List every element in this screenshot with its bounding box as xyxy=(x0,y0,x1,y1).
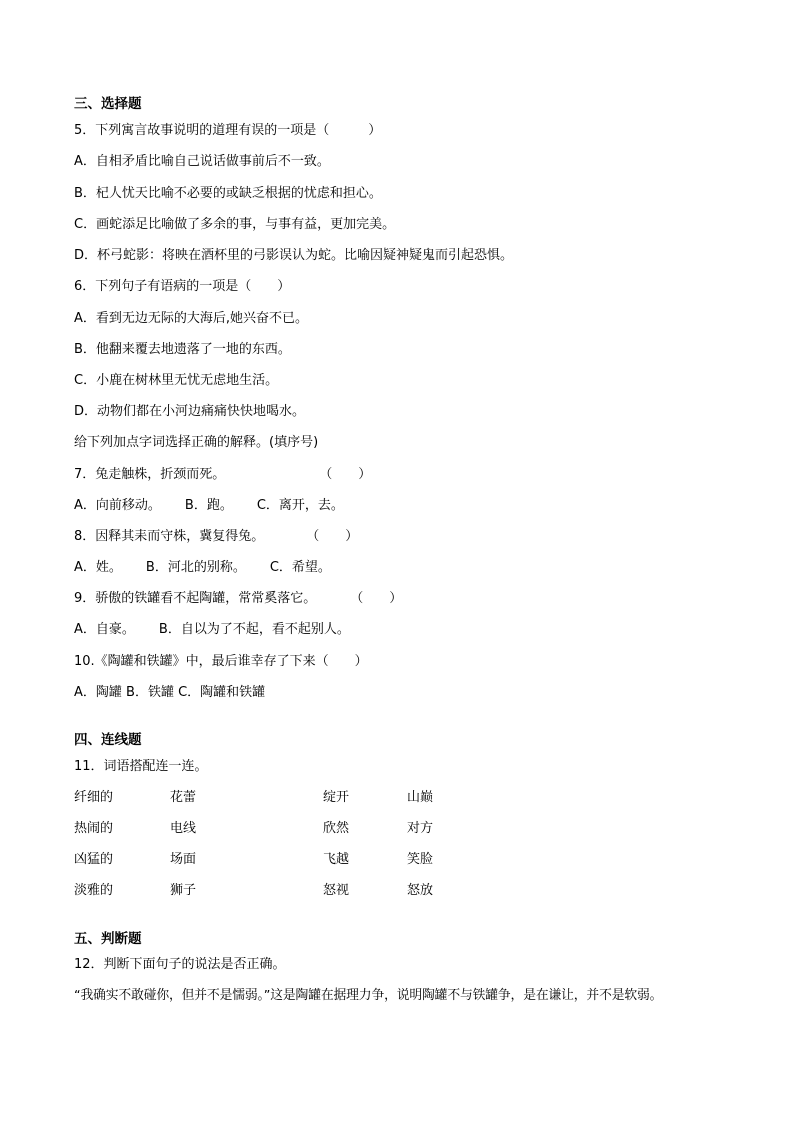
q7-blank[interactable]: （ ） xyxy=(319,467,372,482)
match-third-word[interactable]: 飞越 xyxy=(323,852,350,867)
q9-options xyxy=(74,621,350,639)
match-left-word[interactable]: 热闹的 xyxy=(74,821,114,836)
section3-heading: 三、选择题 xyxy=(74,96,142,112)
q8-option-b: B．河北的别称。 xyxy=(145,560,246,575)
section4-heading: 四、连线题 xyxy=(74,732,142,748)
match-mid-word[interactable]: 场面 xyxy=(170,852,197,867)
q7-option-a: A．向前移动。 xyxy=(74,498,161,513)
q8-option-c: C．希望。 xyxy=(269,560,331,575)
q5-option-c: C．画蛇添足比喻做了多余的事，与事有益，更加完美。 xyxy=(74,217,396,232)
match-left-word[interactable]: 纤细的 xyxy=(74,790,114,805)
q7-option-b: B．跑。 xyxy=(184,498,233,513)
q8-line xyxy=(74,528,358,546)
section5-heading: 五、判断题 xyxy=(74,931,142,947)
q6-option-a: A．看到无边无际的大海后,她兴奋不已。 xyxy=(74,311,309,326)
match-mid-word[interactable]: 电线 xyxy=(170,821,197,836)
match-right-word[interactable]: 笑脸 xyxy=(407,852,434,867)
q8-blank[interactable]: （ ） xyxy=(306,529,359,544)
match-third-word[interactable]: 绽开 xyxy=(323,790,350,805)
match-mid-word[interactable]: 花蕾 xyxy=(170,790,197,805)
q9-blank[interactable]: （ ） xyxy=(350,591,403,606)
q11-stem: 11．词语搭配连一连。 xyxy=(74,759,208,774)
q9-line xyxy=(74,590,402,608)
match-left-word[interactable]: 淡雅的 xyxy=(74,883,114,898)
q7-option-c: C．离开，去。 xyxy=(256,498,344,513)
q6-option-c: C．小鹿在树林里无忧无虑地生活。 xyxy=(74,373,279,388)
q6-option-d: D．动物们都在小河边痛痛快快地喝水。 xyxy=(74,404,306,419)
q9-option-b: B．自以为了不起，看不起别人。 xyxy=(158,622,350,637)
match-right-word[interactable]: 怒放 xyxy=(407,883,434,898)
q9-stem: 9．骄傲的铁罐看不起陶罐，常常奚落它。 xyxy=(74,591,317,606)
q5-stem: 5．下列寓言故事说明的道理有误的一项是（ ） xyxy=(74,123,382,138)
q8-option-a: A．姓。 xyxy=(74,560,122,575)
match-third-word[interactable]: 欣然 xyxy=(323,821,350,836)
q9-option-a: A．自豪。 xyxy=(74,622,135,637)
q7-options xyxy=(74,497,344,515)
match-mid-word[interactable]: 狮子 xyxy=(170,883,197,898)
q10-stem: 10.《陶罐和铁罐》中，最后谁幸存了下来（ ） xyxy=(74,654,368,669)
q10-options: A．陶罐 B．铁罐 C．陶罐和铁罐 xyxy=(74,685,266,700)
match-right-word[interactable]: 对方 xyxy=(407,821,434,836)
match-third-word[interactable]: 怒视 xyxy=(323,883,350,898)
q5-option-a: A．自相矛盾比喻自己说话做事前后不一致。 xyxy=(74,154,330,169)
q5-option-d: D．杯弓蛇影：将映在酒杯里的弓影误认为蛇。比喻因疑神疑鬼而引起恐惧。 xyxy=(74,248,514,263)
match-right-word[interactable]: 山巅 xyxy=(407,790,434,805)
q6-option-b: B．他翻来覆去地遗落了一地的东西。 xyxy=(74,342,291,357)
q12-stem: 12．判断下面句子的说法是否正确。 xyxy=(74,957,286,972)
q12-text: “我确实不敢碰你，但并不是懦弱。”这是陶罐在据理力争，说明陶罐不与铁罐争，是在谦让，并不是软弱。 xyxy=(74,988,663,1003)
match-left-word[interactable]: 凶猛的 xyxy=(74,852,114,867)
q5-option-b: B．杞人忧天比喻不必要的或缺乏根据的忧虑和担心。 xyxy=(74,186,382,201)
q6-stem: 6．下列句子有语病的一项是（ ） xyxy=(74,279,291,294)
instruction-text: 给下列加点字词选择正确的解释。(填序号) xyxy=(74,435,319,450)
q8-options xyxy=(74,559,331,577)
q8-stem: 8．因释其耒而守株，冀复得兔。 xyxy=(74,529,265,544)
q7-stem: 7．兔走触株，折颈而死。 xyxy=(74,467,226,482)
q7-line xyxy=(74,466,371,484)
